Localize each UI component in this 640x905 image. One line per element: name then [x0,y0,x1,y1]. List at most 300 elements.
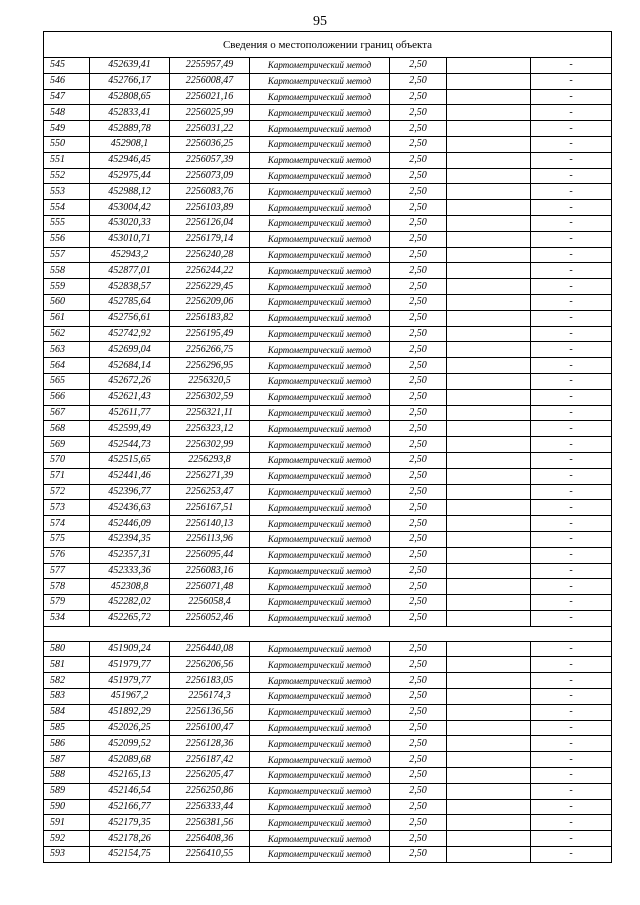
description: - [531,373,612,389]
point-number: 572 [44,484,90,500]
coordinate-x: 452975,44 [90,168,170,184]
description: - [531,579,612,595]
accuracy: 2,50 [390,799,447,815]
coordinate-x: 452908,1 [90,136,170,152]
coordinate-x: 453020,33 [90,215,170,231]
accuracy: 2,50 [390,657,447,673]
coordinate-y: 2256183,82 [170,310,250,326]
method: Картометрический метод [250,799,390,815]
coordinate-y: 2256381,56 [170,815,250,831]
description: - [531,421,612,437]
table-row [44,595,612,611]
description: - [531,89,612,105]
coordinate-y: 2255957,49 [170,58,250,74]
empty-cell [447,720,531,736]
coordinate-y: 2256229,45 [170,279,250,295]
description: - [531,783,612,799]
accuracy: 2,50 [390,720,447,736]
empty-cell [447,184,531,200]
empty-cell [447,73,531,89]
table-row [44,799,612,815]
accuracy: 2,50 [390,563,447,579]
empty-cell [447,215,531,231]
coordinate-y: 2256025,99 [170,105,250,121]
coordinate-x: 452282,02 [90,595,170,611]
point-number: 570 [44,452,90,468]
accuracy: 2,50 [390,358,447,374]
method: Картометрический метод [250,657,390,673]
coordinate-x: 452988,12 [90,184,170,200]
table-row [44,641,612,657]
coordinate-x: 451979,77 [90,657,170,673]
coordinate-y: 2256240,28 [170,247,250,263]
table-row [44,547,612,563]
method: Картометрический метод [250,468,390,484]
coordinate-y: 2256183,05 [170,673,250,689]
coordinate-x: 452808,65 [90,89,170,105]
method: Картометрический метод [250,673,390,689]
empty-cell [447,468,531,484]
coordinate-x: 452699,04 [90,342,170,358]
coordinate-x: 452639,41 [90,58,170,74]
coordinate-y: 2256271,39 [170,468,250,484]
empty-cell [447,452,531,468]
accuracy: 2,50 [390,752,447,768]
point-number: 578 [44,579,90,595]
table-row [44,200,612,216]
method: Картометрический метод [250,73,390,89]
coordinate-y: 2256167,51 [170,500,250,516]
empty-cell [447,563,531,579]
accuracy: 2,50 [390,405,447,421]
description: - [531,389,612,405]
accuracy: 2,50 [390,736,447,752]
table-row [44,847,612,863]
accuracy: 2,50 [390,579,447,595]
point-number: 577 [44,563,90,579]
accuracy: 2,50 [390,641,447,657]
accuracy: 2,50 [390,831,447,847]
method: Картометрический метод [250,641,390,657]
description: - [531,452,612,468]
description: - [531,500,612,516]
method: Картометрический метод [250,58,390,74]
point-number: 565 [44,373,90,389]
empty-cell [447,847,531,863]
description: - [531,641,612,657]
method: Картометрический метод [250,563,390,579]
empty-cell [447,58,531,74]
table-row [44,231,612,247]
table-row [44,168,612,184]
coordinate-x: 452265,72 [90,610,170,626]
point-number: 585 [44,720,90,736]
point-number: 592 [44,831,90,847]
description: - [531,105,612,121]
method: Картометрический метод [250,200,390,216]
empty-cell [447,247,531,263]
empty-cell [447,121,531,137]
coordinate-y: 2256136,56 [170,704,250,720]
method: Картометрический метод [250,184,390,200]
description: - [531,657,612,673]
accuracy: 2,50 [390,168,447,184]
table-row [44,247,612,263]
coordinate-y: 2256296,95 [170,358,250,374]
coordinate-x: 452333,36 [90,563,170,579]
coordinate-x: 452026,25 [90,720,170,736]
coordinate-x: 452178,26 [90,831,170,847]
description: - [531,342,612,358]
accuracy: 2,50 [390,484,447,500]
description: - [531,121,612,137]
point-number: 573 [44,500,90,516]
coordinate-x: 452436,63 [90,500,170,516]
empty-cell [447,736,531,752]
description: - [531,310,612,326]
accuracy: 2,50 [390,342,447,358]
coordinate-y: 2256071,48 [170,579,250,595]
table-row [44,89,612,105]
accuracy: 2,50 [390,768,447,784]
coordinate-x: 452394,35 [90,531,170,547]
accuracy: 2,50 [390,105,447,121]
description: - [531,437,612,453]
coordinate-y: 2256140,13 [170,516,250,532]
accuracy: 2,50 [390,89,447,105]
accuracy: 2,50 [390,516,447,532]
coordinate-x: 453010,71 [90,231,170,247]
point-number: 560 [44,294,90,310]
point-number: 582 [44,673,90,689]
point-number: 571 [44,468,90,484]
coordinate-x: 452146,54 [90,783,170,799]
description: - [531,516,612,532]
coordinate-x: 452099,52 [90,736,170,752]
method: Картометрический метод [250,452,390,468]
description: - [531,58,612,74]
description: - [531,847,612,863]
table-row [44,484,612,500]
method: Картометрический метод [250,595,390,611]
coordinate-y: 2256100,47 [170,720,250,736]
description: - [531,689,612,705]
point-number: 563 [44,342,90,358]
empty-cell [447,704,531,720]
description: - [531,152,612,168]
point-number: 566 [44,389,90,405]
empty-cell [447,89,531,105]
coordinate-x: 452357,31 [90,547,170,563]
accuracy: 2,50 [390,815,447,831]
point-number: 567 [44,405,90,421]
accuracy: 2,50 [390,421,447,437]
table-row [44,736,612,752]
table-row [44,58,612,74]
empty-cell [447,641,531,657]
coordinate-y: 2256253,47 [170,484,250,500]
coordinate-y: 2256126,04 [170,215,250,231]
table-row [44,152,612,168]
method: Картометрический метод [250,326,390,342]
accuracy: 2,50 [390,136,447,152]
point-number: 586 [44,736,90,752]
empty-cell [447,831,531,847]
empty-cell [447,389,531,405]
point-number: 553 [44,184,90,200]
method: Картометрический метод [250,231,390,247]
coordinate-y: 2256128,36 [170,736,250,752]
description: - [531,704,612,720]
point-number: 558 [44,263,90,279]
empty-cell [447,799,531,815]
method: Картометрический метод [250,358,390,374]
point-number: 555 [44,215,90,231]
empty-cell [447,500,531,516]
empty-cell [447,152,531,168]
method: Картометрический метод [250,768,390,784]
empty-cell [447,231,531,247]
coordinate-x: 452766,17 [90,73,170,89]
coordinate-y: 2256103,89 [170,200,250,216]
point-number: 583 [44,689,90,705]
accuracy: 2,50 [390,437,447,453]
empty-cell [447,783,531,799]
coordinate-x: 453004,42 [90,200,170,216]
coordinate-y: 2256302,99 [170,437,250,453]
coordinate-x: 451909,24 [90,641,170,657]
table-row [44,279,612,295]
table-row [44,184,612,200]
coordinate-x: 452684,14 [90,358,170,374]
point-number: 587 [44,752,90,768]
point-number: 562 [44,326,90,342]
table-row [44,73,612,89]
coordinate-x: 451979,77 [90,673,170,689]
coordinate-y: 2256206,56 [170,657,250,673]
accuracy: 2,50 [390,294,447,310]
table-row [44,673,612,689]
method: Картометрический метод [250,831,390,847]
page-number: 95 [313,14,327,29]
description: - [531,184,612,200]
coordinate-x: 452621,43 [90,389,170,405]
coordinate-x: 452166,77 [90,799,170,815]
coordinate-y: 2256021,16 [170,89,250,105]
table-row [44,831,612,847]
description: - [531,136,612,152]
coordinate-x: 452515,65 [90,452,170,468]
coordinate-x: 452089,68 [90,752,170,768]
point-number: 576 [44,547,90,563]
accuracy: 2,50 [390,452,447,468]
method: Картометрический метод [250,752,390,768]
accuracy: 2,50 [390,547,447,563]
coordinate-x: 451892,29 [90,704,170,720]
method: Картометрический метод [250,105,390,121]
coordinate-y: 2256058,4 [170,595,250,611]
point-number: 548 [44,105,90,121]
separator-row [44,626,612,641]
table-row [44,689,612,705]
point-number: 575 [44,531,90,547]
table-row [44,215,612,231]
accuracy: 2,50 [390,310,447,326]
method: Картометрический метод [250,279,390,295]
empty-cell [447,200,531,216]
method: Картометрический метод [250,736,390,752]
table-row [44,563,612,579]
accuracy: 2,50 [390,673,447,689]
description: - [531,563,612,579]
method: Картометрический метод [250,263,390,279]
empty-cell [447,547,531,563]
table-row [44,468,612,484]
method: Картометрический метод [250,152,390,168]
coordinate-x: 452833,41 [90,105,170,121]
accuracy: 2,50 [390,689,447,705]
empty-cell [447,673,531,689]
coordinate-y: 2256052,46 [170,610,250,626]
accuracy: 2,50 [390,595,447,611]
coordinate-y: 2256195,49 [170,326,250,342]
method: Картометрический метод [250,405,390,421]
empty-cell [447,294,531,310]
empty-cell [447,579,531,595]
empty-cell [447,263,531,279]
coordinate-y: 2256410,55 [170,847,250,863]
point-number: 579 [44,595,90,611]
coordinate-x: 452877,01 [90,263,170,279]
coordinate-x: 452742,92 [90,326,170,342]
method: Картометрический метод [250,689,390,705]
point-number: 550 [44,136,90,152]
table-row [44,358,612,374]
empty-cell [447,815,531,831]
coordinate-x: 451967,2 [90,689,170,705]
coordinate-y: 2256205,47 [170,768,250,784]
method: Картометрический метод [250,516,390,532]
empty-cell [447,405,531,421]
accuracy: 2,50 [390,500,447,516]
point-number: 584 [44,704,90,720]
separator-cell [44,626,612,641]
table-row [44,704,612,720]
description: - [531,768,612,784]
method: Картометрический метод [250,215,390,231]
point-number: 559 [44,279,90,295]
coordinate-x: 452165,13 [90,768,170,784]
method: Картометрический метод [250,247,390,263]
coordinate-x: 452599,49 [90,421,170,437]
point-number: 549 [44,121,90,137]
point-number: 593 [44,847,90,863]
point-number: 588 [44,768,90,784]
table-row [44,452,612,468]
description: - [531,484,612,500]
coordinate-x: 452672,26 [90,373,170,389]
description: - [531,215,612,231]
coordinate-y: 2256031,22 [170,121,250,137]
point-number: 546 [44,73,90,89]
point-number: 568 [44,421,90,437]
table-row [44,310,612,326]
empty-cell [447,657,531,673]
table-row [44,752,612,768]
description: - [531,720,612,736]
description: - [531,168,612,184]
table-title-row [44,32,612,58]
method: Картометрический метод [250,168,390,184]
point-number: 589 [44,783,90,799]
point-number: 590 [44,799,90,815]
table-row [44,531,612,547]
coordinate-x: 452946,45 [90,152,170,168]
table-row [44,500,612,516]
description: - [531,468,612,484]
coordinate-y: 2256073,09 [170,168,250,184]
coordinate-y: 2256174,3 [170,689,250,705]
description: - [531,405,612,421]
accuracy: 2,50 [390,215,447,231]
empty-cell [447,610,531,626]
method: Картометрический метод [250,136,390,152]
table-row [44,342,612,358]
method: Картометрический метод [250,421,390,437]
accuracy: 2,50 [390,704,447,720]
coordinate-y: 2256095,44 [170,547,250,563]
method: Картометрический метод [250,342,390,358]
method: Картометрический метод [250,294,390,310]
table-title: Сведения о местоположении границ объекта [44,32,612,58]
coordinate-x: 452544,73 [90,437,170,453]
empty-cell [447,342,531,358]
accuracy: 2,50 [390,247,447,263]
coordinate-y: 2256209,06 [170,294,250,310]
method: Картометрический метод [250,579,390,595]
empty-cell [447,136,531,152]
coordinate-x: 452308,8 [90,579,170,595]
table-row [44,720,612,736]
table-row [44,783,612,799]
coordinate-y: 2256333,44 [170,799,250,815]
method: Картометрический метод [250,847,390,863]
accuracy: 2,50 [390,279,447,295]
description: - [531,752,612,768]
coordinate-y: 2256008,47 [170,73,250,89]
method: Картометрический метод [250,310,390,326]
table-row [44,136,612,152]
description: - [531,294,612,310]
coordinate-x: 452446,09 [90,516,170,532]
coordinate-y: 2256320,5 [170,373,250,389]
empty-cell [447,531,531,547]
point-number: 569 [44,437,90,453]
description: - [531,595,612,611]
description: - [531,263,612,279]
coordinate-y: 2256083,76 [170,184,250,200]
coordinate-x: 452943,2 [90,247,170,263]
point-number: 591 [44,815,90,831]
method: Картометрический метод [250,389,390,405]
accuracy: 2,50 [390,73,447,89]
point-number: 561 [44,310,90,326]
empty-cell [447,768,531,784]
description: - [531,673,612,689]
accuracy: 2,50 [390,121,447,137]
empty-cell [447,516,531,532]
empty-cell [447,373,531,389]
